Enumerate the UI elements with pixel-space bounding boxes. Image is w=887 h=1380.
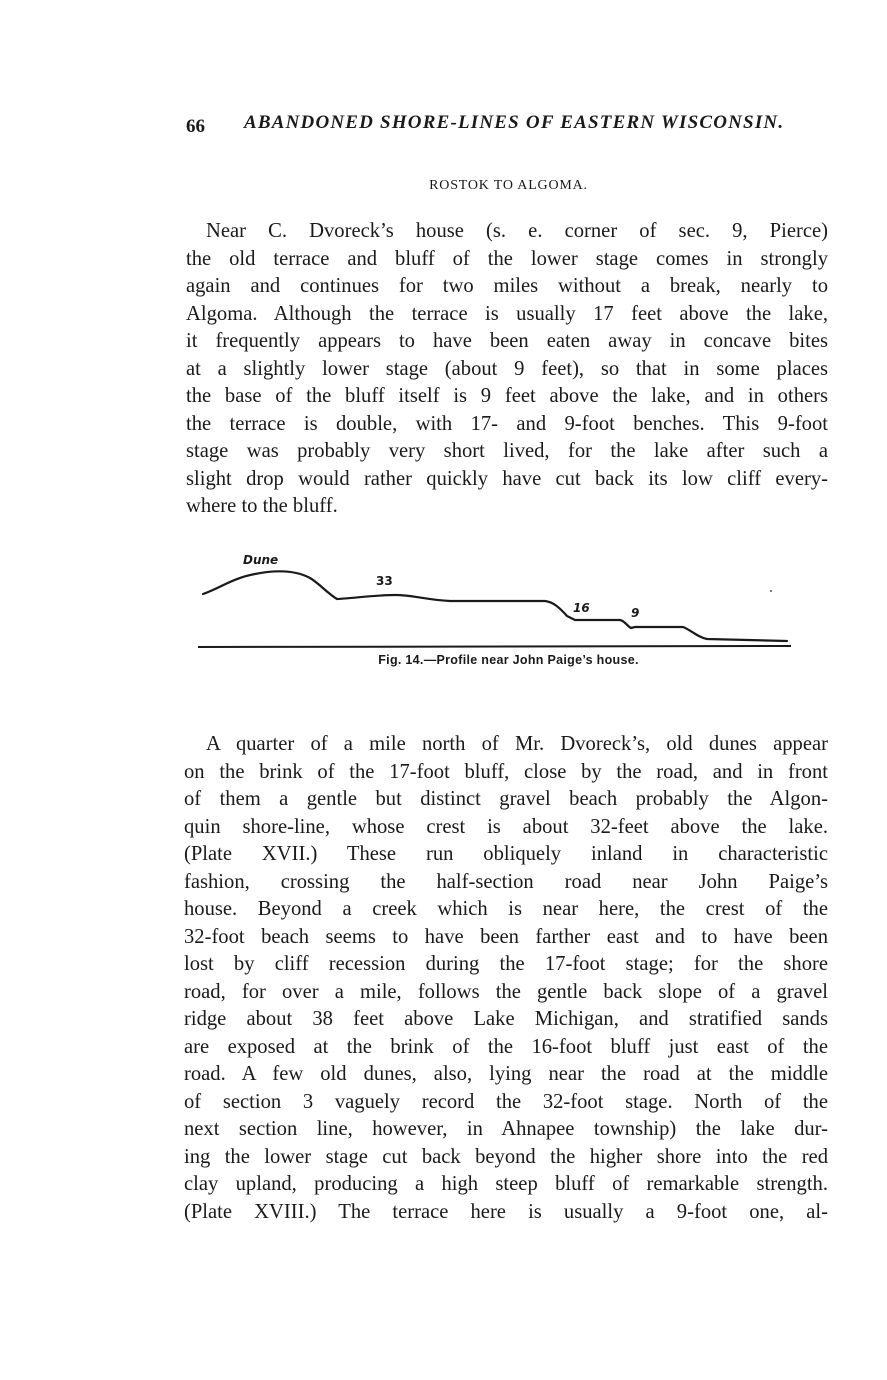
text-line: again and continues for two miles without a break, nearly to <box>186 275 828 297</box>
text-line: road. A few old dunes, also, lying near the road at the middle <box>184 1063 828 1085</box>
text-line: Near C. Dvoreck’s house (s. e. corner of sec. 9, Pierce) <box>206 220 828 242</box>
page-number: 66 <box>186 116 205 137</box>
text-line: it frequently appears to have been eaten away in concave bites <box>186 330 828 352</box>
elevation-33-label: 33 <box>376 574 393 588</box>
text-line: the terrace is double, with 17- and 9-foot benches. This 9-foot <box>186 412 828 435</box>
text-line: ridge about 38 feet above Lake Michigan, and stratified sands <box>184 1008 828 1030</box>
text-line: slight drop would rather quickly have cut back its low cliff every- <box>186 467 828 490</box>
text-line: the old terrace and bluff of the lower stage comes in strongly <box>186 247 828 270</box>
elevation-9-label: 9 <box>631 606 640 620</box>
text-line: on the brink of the 17-foot bluff, close by the road, and in front <box>184 760 828 783</box>
text-line: house. Beyond a creek which is near here, the crest of the <box>184 898 828 920</box>
text-line: where to the bluff. <box>186 495 338 517</box>
text-line: A quarter of a mile north of Mr. Dvoreck’s, old dunes appear <box>206 733 828 755</box>
text-line: road, for over a mile, follows the gentle back slope of a gravel <box>184 980 828 1003</box>
text-line: ing the lower stage cut back beyond the higher shore into the red <box>184 1145 828 1168</box>
elevation-16-label: 16 <box>573 601 590 615</box>
paragraph-2 <box>184 731 828 1226</box>
section-heading: ROSTOK TO ALGOMA. <box>429 178 588 193</box>
text-line: (Plate XVII.) These run obliquely inland in characteristic <box>184 843 828 865</box>
paragraph-1 <box>186 218 828 521</box>
lake-level-line <box>198 646 791 647</box>
text-line: clay upland, producing a high steep bluff of remarkable strength. <box>184 1173 828 1195</box>
figure-caption: Fig. 14.—Profile near John Paige’s house. <box>378 653 639 667</box>
text-line: Algoma. Although the terrace is usually 17 feet above the lake, <box>186 302 828 325</box>
text-line: lost by cliff recession during the 17-foot stage; for the shore <box>184 953 828 975</box>
text-line: stage was probably very short lived, for the lake after such a <box>186 440 828 462</box>
profile-line <box>203 571 787 641</box>
text-line: fashion, crossing the half-section road near John Paige’s <box>184 870 828 893</box>
dune-label: Dune <box>243 553 279 567</box>
text-line: 32-foot beach seems to have been farther east and to have been <box>184 925 828 948</box>
running-head <box>186 112 831 140</box>
profile-figure <box>195 548 795 648</box>
speck <box>770 590 772 592</box>
profile-drawing <box>195 548 795 648</box>
text-line: the base of the bluff itself is 9 feet above the lake, and in others <box>186 385 828 407</box>
text-line: of section 3 vaguely record the 32-foot stage. North of the <box>184 1090 828 1113</box>
running-title: ABANDONED SHORE-LINES OF EASTERN WISCONSIN. <box>244 112 785 133</box>
text-line: are exposed at the brink of the 16-foot bluff just east of the <box>184 1035 828 1058</box>
text-line: next section line, however, in Ahnapee township) the lake dur- <box>184 1118 828 1140</box>
text-line: of them a gentle but distinct gravel beach probably the Algon- <box>184 788 828 810</box>
text-line: quin shore-line, whose crest is about 32-feet above the lake. <box>184 815 828 838</box>
text-line: at a slightly lower stage (about 9 feet), so that in some places <box>186 357 828 380</box>
text-line: (Plate XVIII.) The terrace here is usually a 9-foot one, al- <box>184 1200 828 1223</box>
